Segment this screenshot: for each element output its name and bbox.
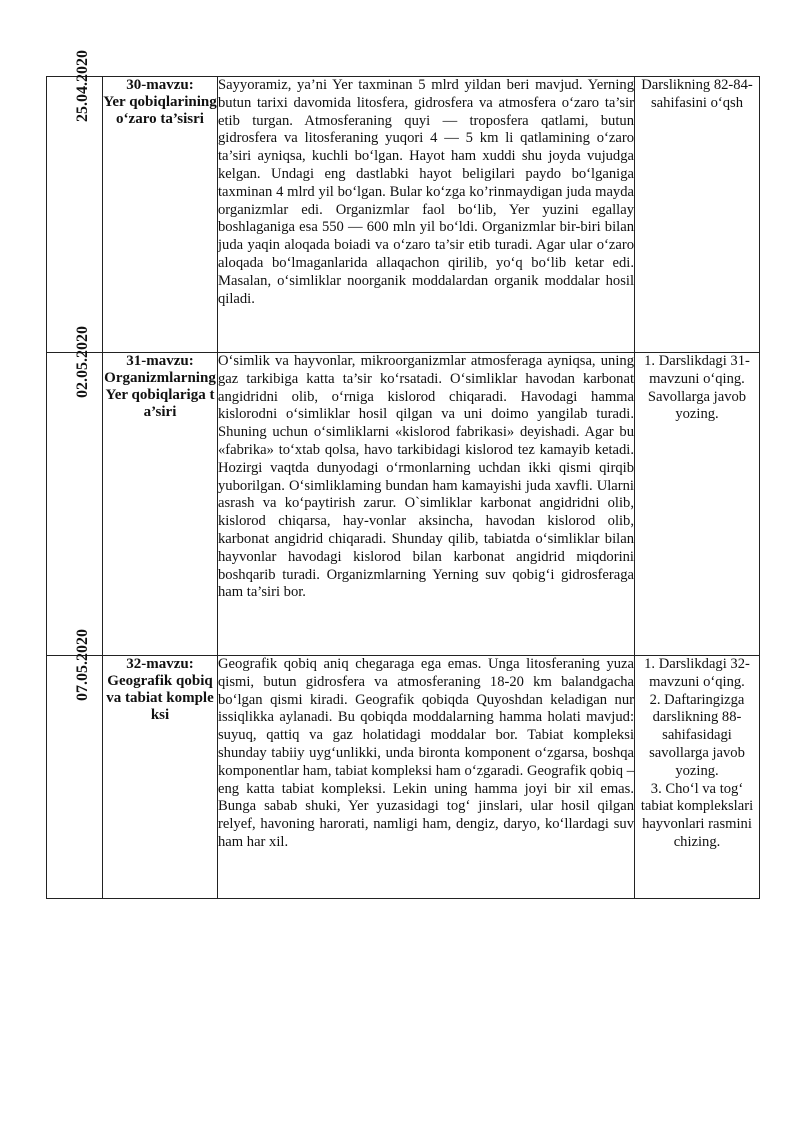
lesson-text-cell bbox=[218, 77, 635, 353]
lesson-date: 25.04.2020 bbox=[74, 50, 91, 122]
date-cell bbox=[47, 326, 103, 656]
task-cell bbox=[635, 656, 760, 899]
task-line: Darslikning 82-84-sahifasini o‘qsh bbox=[641, 77, 753, 111]
task-line: 3. Cho‘l va tog‘ tabiat komplekslari hayvonlari rasmini chizing. bbox=[640, 780, 754, 850]
task-cell bbox=[635, 77, 760, 353]
lesson-text: Geografik qobiq aniq chegaraga ega emas. Unga litosferaning yuza qismi, butun gidrosfera va atmosferaning 18-20 km balandgacha bo‘lgan qismi kiradi. Geografik qobiqda Quyoshdan keladigan nur issiqlikka aylanadi. Bu qobiqda moddalarning hamma holati mavjud: suyuq, qattiq va gaz holatidagi moddalar bor. Tabiat kompleksi shunday tabiiy uyg‘unlikki, unda bironta komponent o‘zgarsa, boshqa komponentlar ham, tabiat kompleksi ham o‘zgaradi. Geografik qobiq – eng katta tabiat kompleksi. Lekin uning hamma joyi bir xil emas. Bunga sabab shuki, Yer yuzasidagi tog‘ jinslari, ular hosil qilgan relyef, havoning harorati, namligi ham, dengiz, daryo, ko‘llardagi suv ham har xil. bbox=[218, 656, 634, 850]
lesson-date: 02.05.2020 bbox=[74, 326, 91, 398]
topic-cell bbox=[103, 353, 218, 656]
topic-title: Yer qobiqlarining o‘zaro ta’sisri bbox=[103, 93, 217, 127]
lesson-text-cell bbox=[218, 353, 635, 656]
lesson-row bbox=[47, 656, 760, 899]
task-line: 1. Darslikdagi 32-mavzuni o‘qing. bbox=[644, 656, 750, 690]
topic-number: 31-mavzu: bbox=[126, 353, 194, 369]
topic-title: Organizmlarning Yer qobiqlariga ta’siri bbox=[104, 369, 216, 420]
lesson-date: 07.05.2020 bbox=[74, 629, 91, 701]
task-line: 2. Daftaringizga darslikning 88-sahifasidagi savollarga javob yozing. bbox=[649, 691, 745, 779]
lesson-row bbox=[47, 353, 760, 656]
lesson-text: Sayyoramiz, ya’ni Yer taxminan 5 mlrd yildan beri mavjud. Yerning butun tarixi davomida litosfera, gidrosfera va atmosfera o‘zaro ta’sir etib turgan. Atmosferaning quyi — troposfera qatlami, butun gidrosfera va litosferaning yuqori 4 — 5 km li qatlamining o‘zaro ta’siri ayniqsa, kuchli bo‘lgan. Hayot ham xuddi shu joyda vujudga kelgan. Undagi eng dastlabki hayot beligilari paydo bo‘lganiga taxminan 4 mlrd yil bo‘lgan. Bular ko‘zga ko’rinmaydigan juda mayda organizmlar edi. Organizmlar faol bo‘lib, Yer yuzini egallay boshlaganiga esa 550 — 600 mln yil bo‘ldi. Organizmlar bir-biri bilan juda yaqin aloqada boiadi va o‘zaro ta’sir etib turadi. Agar ular o‘zaro aloqada bo‘lmaganlarida allaqachon qirilib, yo‘q bo‘lib ketar edi. Masalan, o‘simliklar noorganik moddalardan organik moddalar hosil qiladi. bbox=[218, 77, 634, 307]
lesson-row bbox=[47, 77, 760, 353]
task-line: 1. Darslikdagi 31-mavzuni o‘qing. Savollarga javob yozing. bbox=[644, 353, 750, 423]
lesson-text-cell bbox=[218, 656, 635, 899]
lessons-table bbox=[46, 50, 760, 899]
topic-cell bbox=[103, 77, 218, 353]
lesson-text: O‘simlik va hayvonlar, mikroorganizmlar atmosferaga ayniqsa, uning gaz tarkibiga katta ta’sir ko‘rsatadi. O‘simliklar havodan karbonat angidridni olib, o‘rniga kislorod chiqaradi. Havodagi hamma kislorodni o‘simliklar hosil qilgan va uni doimo yangilab turadi. Shuning uchun o‘simliklarni «kislorod fabrikasi» deyishadi. Agar bu «fabrika» to‘xtab qolsa, havo tarkibidagi kislorod tez kamayib ketadi. Hozirgi vaqtda dunyodagi o‘rmonlarning uchdan ikki qismi qirqib yuborilgan. O‘simliklaming bundan ham kamayishi juda xavfli. Ularni asrash va ko‘paytirish zarur. O`simliklar karbonat angidridni olib, kislorod chiqarsa, hay-vonlar aksincha, havodan kislorod olib, karbonat angidrid chiqaradi. Shunday qilib, tabiatda o‘simliklar bilan hayvonlar havodagi kislorod bilan karbonat angidrid miqdorini boshqarib turadi. Organizmlarning Yerning suv qobig‘i gidrosferaga ham ta’siri bor. bbox=[218, 353, 634, 601]
topic-title: Geografik qobiq va tabiat kompleksi bbox=[106, 672, 214, 723]
date-cell bbox=[47, 50, 103, 353]
topic-cell bbox=[103, 656, 218, 899]
date-cell bbox=[47, 629, 103, 899]
topic-number: 32-mavzu: bbox=[126, 656, 194, 672]
topic-number: 30-mavzu: bbox=[126, 77, 194, 93]
task-cell bbox=[635, 353, 760, 656]
